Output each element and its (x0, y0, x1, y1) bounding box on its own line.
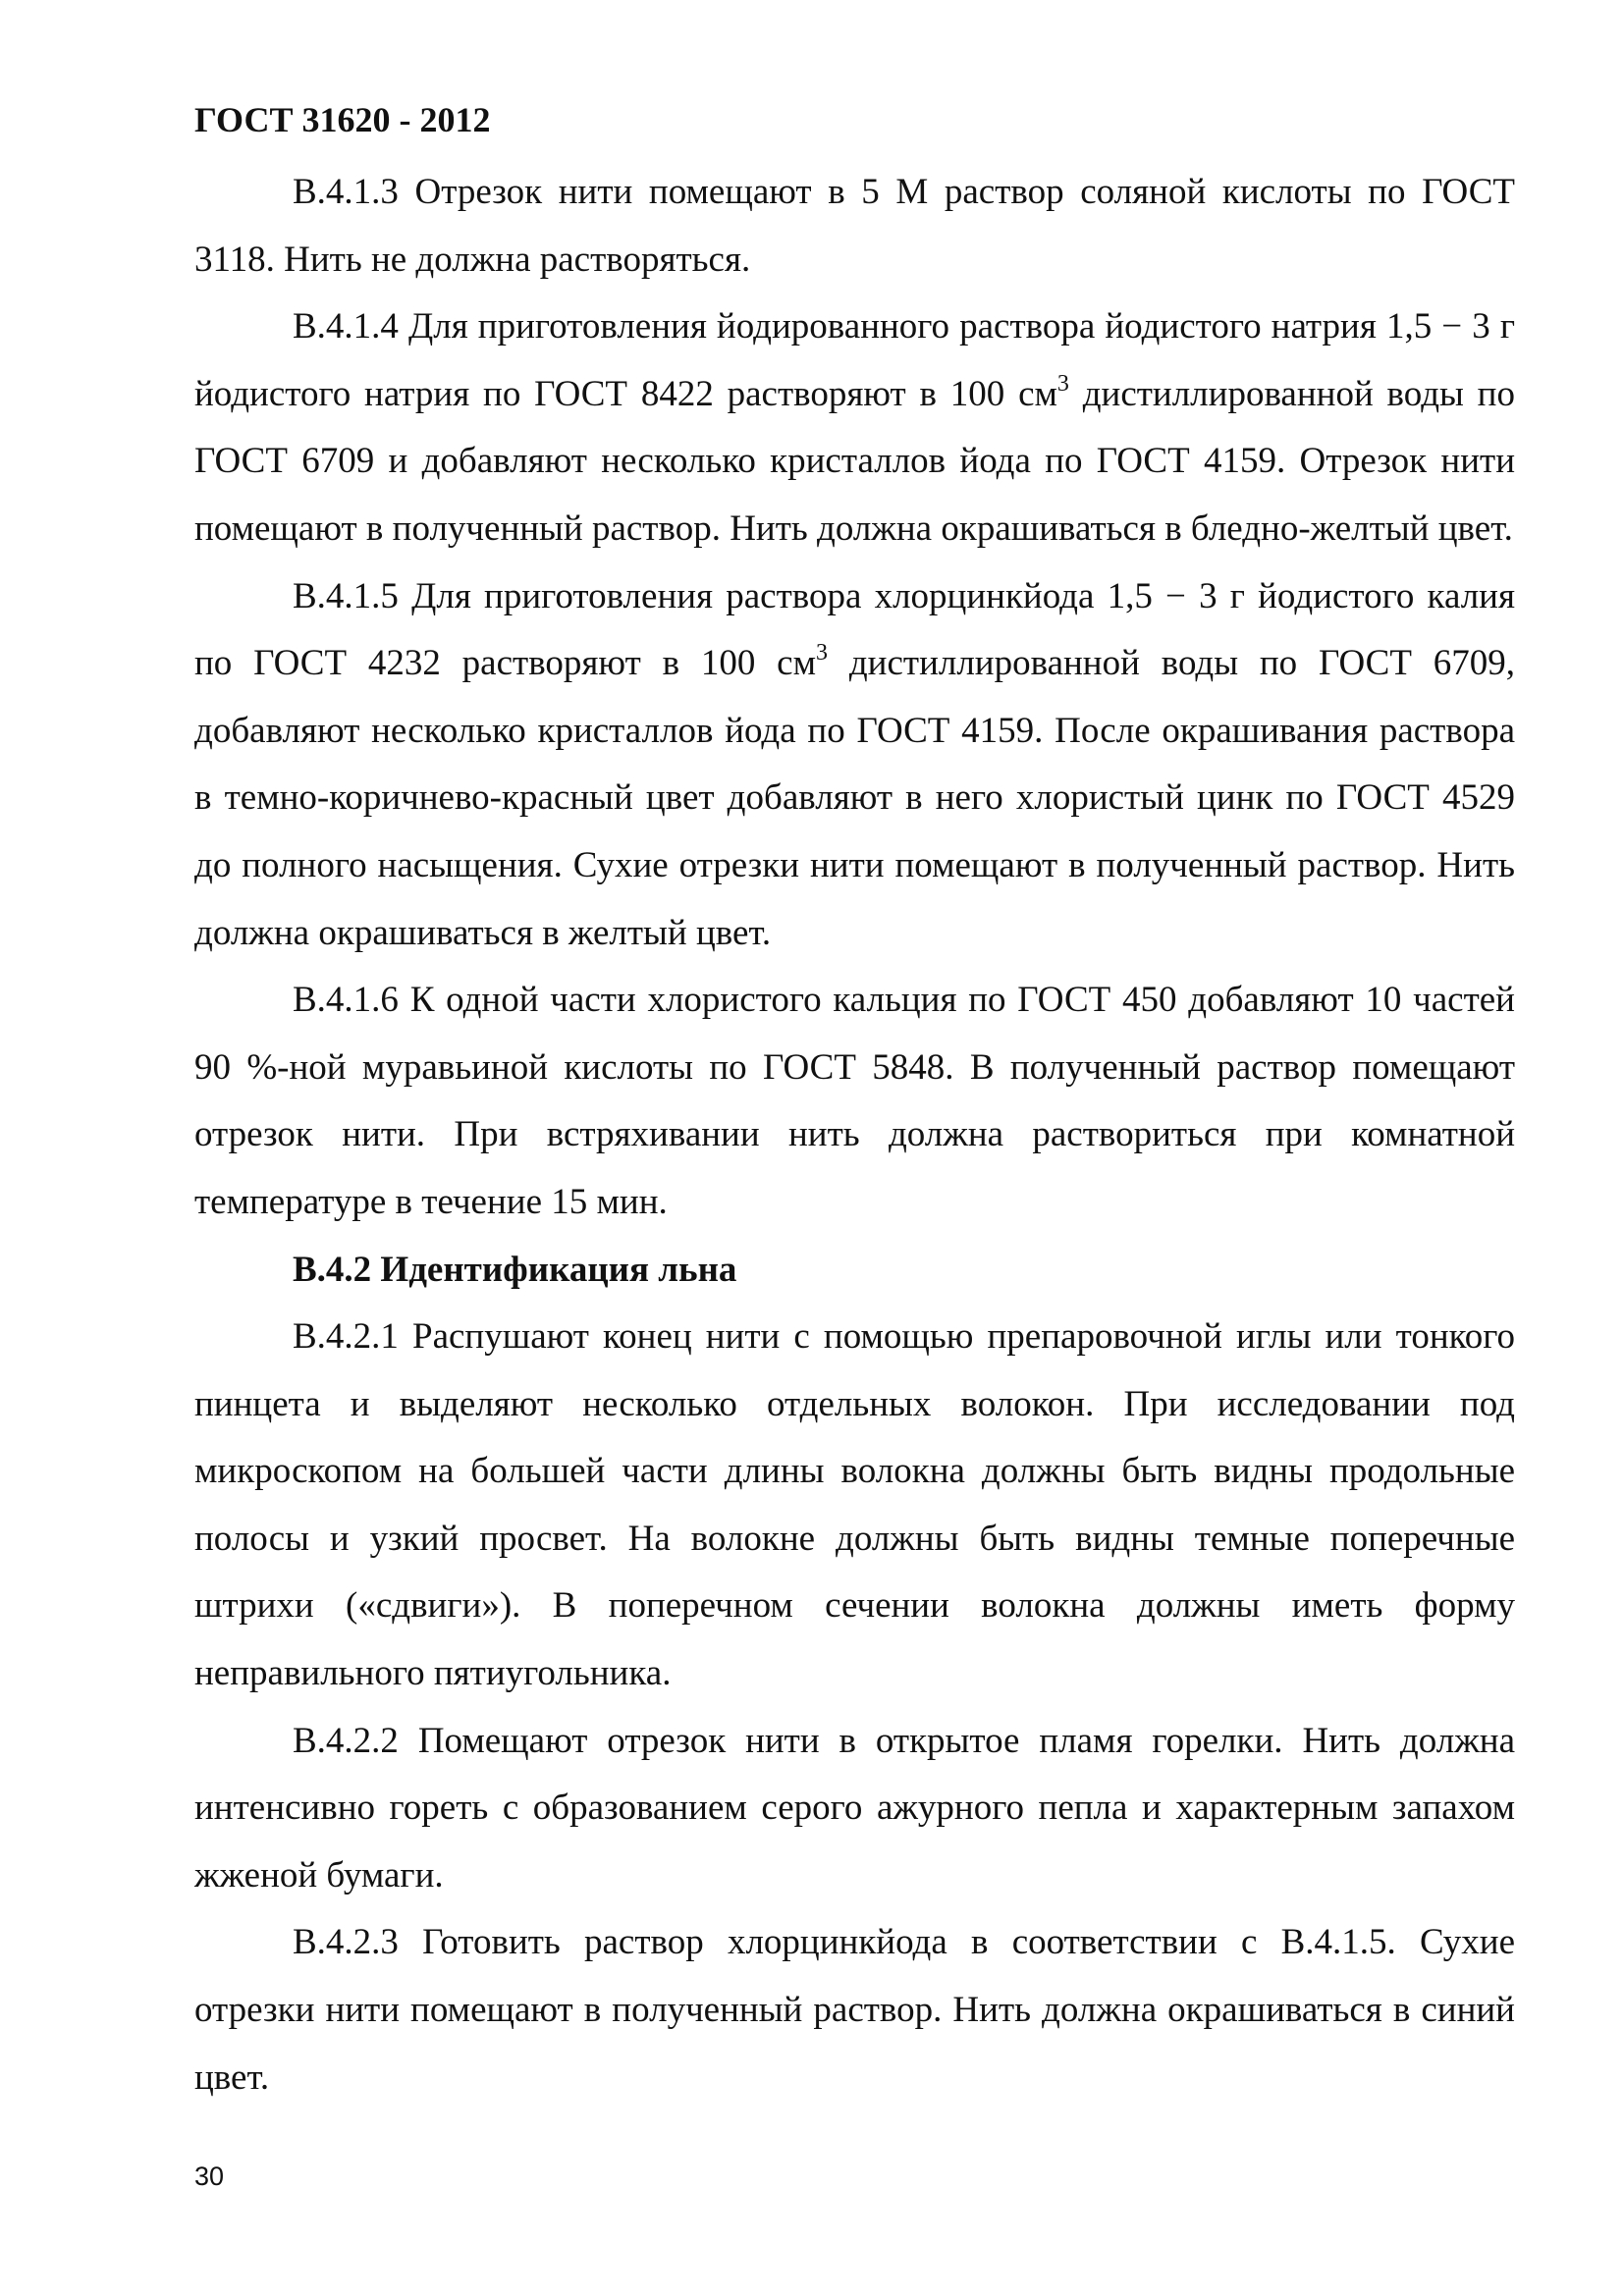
superscript-exponent: 3 (1056, 370, 1069, 397)
paragraph-b-4-1-3: В.4.1.3 Отрезок нити помещают в 5 М раствор соляной кислоты по ГОСТ 3118. Нить не должна растворяться. (194, 172, 1515, 280)
document-body (194, 159, 1515, 2111)
standard-header: ГОСТ 31620 - 2012 (194, 100, 491, 139)
paragraph-b-4-1-4 (194, 294, 1515, 562)
paragraph-text: дистиллированной воды по ГОСТ 6709, добавляют несколько кристаллов йода по ГОСТ 4159. После окрашивания раствора в темно-коричнево-красный цвет добавляют в него хлористый цинк по ГОСТ 4529 до полного насыщения. Сухие отрезки нити помещают в полученный раствор. Нить должна окрашиваться в желтый цвет. (194, 643, 1515, 953)
paragraph-b-4-1-6: В.4.1.6 К одной части хлористого кальция по ГОСТ 450 добавляют 10 частей 90 %-ной муравьиной кислоты по ГОСТ 5848. В полученный раствор помещают отрезок нити. При встряхивании нить должна раствориться при комнатной температуре в течение 15 мин. (194, 980, 1515, 1222)
paragraph-text: В.4.1.4 Для приготовления йодированного раствора йодистого натрия 1,5 − 3 г йодистого натрия по ГОСТ 8422 растворяют в 100 см (194, 306, 1515, 414)
page-number: 30 (194, 2162, 225, 2191)
paragraph-b-4-2-3: В.4.2.3 Готовить раствор хлорцинкйода в соответствии с В.4.1.5. Сухие отрезки нити помещают в полученный раствор. Нить должна окрашиваться в синий цвет. (194, 1922, 1515, 2098)
superscript-exponent: 3 (816, 640, 829, 667)
paragraph-text: В.4.1.5 Для приготовления раствора хлорцинкйода 1,5 − 3 г йодистого калия по ГОСТ 4232 растворяют в 100 см (194, 575, 1515, 684)
paragraph-text: дистиллированной воды по ГОСТ 6709 и добавляют несколько кристаллов йода по ГОСТ 4159. Отрезок нити помещают в полученный раствор. Нить должна окрашиваться в бледно-желтый цвет. (194, 373, 1515, 549)
paragraph-b-4-2-1: В.4.2.1 Распушают конец нити с помощью препаровочной иглы или тонкого пинцета и выделяют несколько отдельных волокон. При исследовании под микроскопом на большей части длины волокна должны быть видны продольные полосы и узкий просвет. На волокне должны быть видны темные поперечные штрихи («сдвиги»). В поперечном сечении волокна должны иметь форму неправильного пятиугольника. (194, 1316, 1515, 1694)
paragraph-b-4-2-2: В.4.2.2 Помещают отрезок нити в открытое пламя горелки. Нить должна интенсивно гореть с образованием серого ажурного пепла и характерным запахом жженой бумаги. (194, 1720, 1515, 1896)
section-heading-b-4-2: В.4.2 Идентификация льна (293, 1249, 737, 1290)
paragraph-b-4-1-5 (194, 563, 1515, 968)
